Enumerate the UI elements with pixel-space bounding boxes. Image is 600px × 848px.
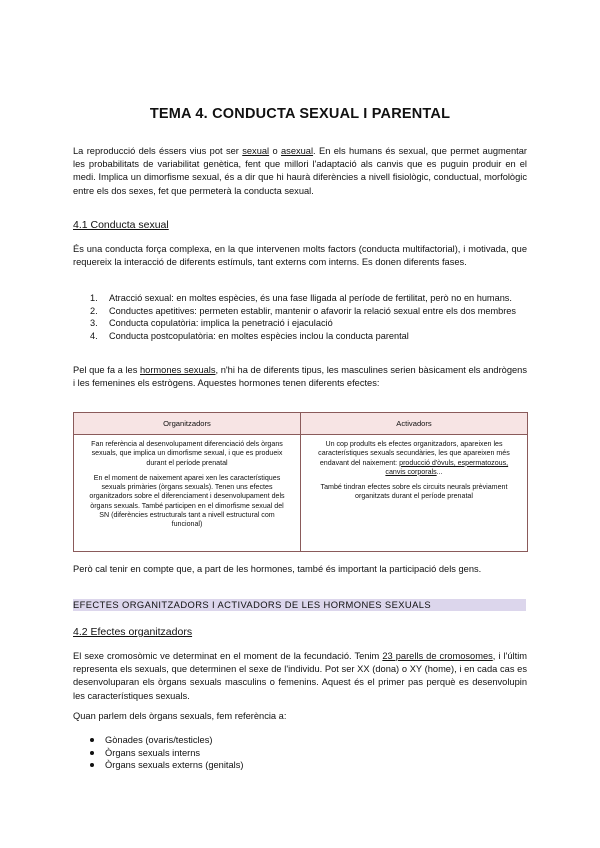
list-item: Òrgans sexuals interns	[90, 747, 243, 760]
list-item: 4. Conducta postcopulatòria: en moltes espècies inclou la conducta parental	[90, 330, 409, 341]
table-row	[74, 435, 527, 551]
section-heading-efectes: 4.2 Efectes organitzadors	[73, 626, 193, 638]
list-item: 1. Atracció sexual: en moltes espècies, és una fase lligada al període de fertilitat, però no en humans.	[90, 293, 512, 303]
table-header	[74, 413, 527, 435]
asexual-link[interactable]: asexual	[281, 146, 314, 156]
cromosomes-paragraph: El sexe cromosòmic ve determinat en el moment de la fecundació. Tenim 23 parells de cromosomes, i l'últim representa els sexuals, que determinen el sexe de l'individu. Pot ser XX (dona) o XY (home), i en cada cas es desenvoluparan els òrgans sexuals masculins o femenins. Aquest és el primer pas perquè es desenvolupin les característiques sexuals.	[73, 651, 528, 701]
genes-paragraph: Però cal tenir en compte que, a part de les hormones, també és important la participació dels gens.	[73, 564, 482, 574]
produccio-link[interactable]: producció d'òvuls, espermatozous, canvis corporals	[385, 458, 509, 476]
effects-table	[73, 412, 528, 552]
header-activadors: Activadors	[396, 418, 432, 428]
list-item: 3. Conducta copulatòria: implica la penetració i ejaculació	[90, 318, 333, 329]
list-item: Òrgans sexuals externs (genitals)	[90, 759, 243, 772]
organs-list	[90, 734, 243, 772]
conducta-paragraph: És una conducta força complexa, en la que intervenen molts factors (conducta multifactorial), i motivada, que requereix la interacció de diferents estímuls, tant externs com interns. Es donen diferents fases.	[73, 244, 527, 268]
page-title: TEMA 4. CONDUCTA SEXUAL I PARENTAL	[149, 106, 451, 122]
intro-text: La reproducció dels éssers vius pot ser	[73, 146, 243, 156]
activadors-cell: Un cop produïts els efectes organitzadors, apareixen les característiques sexuals secundàries, les que apareixen més endavant del naixement: producció d'òvuls, espermatozous, canvis corporals... També tindran efectes sobre els circuits neurals prèviament organitzats durant el període prenatal	[318, 440, 510, 501]
list-item: 2. Conductes apetitives: permeten establir, mantenir o afavorir la relació sexual entre els dos membres	[90, 305, 516, 316]
hormones-paragraph: Pel que fa a les hormones sexuals, n'hi ha de diferents tipus, les masculines serien bàsicament els andrògens i les femenines els estrògens. Aquestes hormones tenen diferents efectes:	[73, 365, 527, 389]
bullet-icon	[90, 763, 94, 767]
organitzadors-cell: Fan referència al desenvolupament diferenciació dels òrgans sexuals, que implica un dimorfisme sexual, i que es produeix durant el període prenatal En el moment de naixement aparei xen les característiques sexuals primàries (òrgans sexuals). Tenen uns efectes organitzadors sobre el diferenciament i desenvolupament dels òrgans sexuals. També participen en el dimorfisme sexual del SN (diferències estructurals tant a nivell estructural com funcional)	[74, 435, 301, 551]
list-item: Gònades (ovaris/testicles)	[90, 734, 243, 747]
bullet-icon	[90, 738, 94, 742]
intro-text: . En els humans és sexual, que permet augmentar les probabilitats de variabilitat genètica, fent que millori l'adaptació als canvis que es puguin produir en el medi. Implica un dimorfisme sexual, és a dir que hi haurà diferències a nivell fisiològic, conductual, morfològic entre els dos sexes, fet que permeterà la conducta sexual.	[73, 146, 527, 196]
hormones-link[interactable]: hormones sexuals	[139, 365, 216, 375]
phases-list	[90, 292, 516, 342]
header-organitzadors: Organitzadors	[74, 413, 301, 434]
organs-intro: Quan parlem dels òrgans sexuals, fem referència a:	[73, 711, 287, 721]
bullet-icon	[90, 751, 94, 755]
cromosomes-link[interactable]: 23 parells de cromosomes	[382, 651, 493, 661]
sexual-link[interactable]: sexual	[242, 146, 270, 156]
intro-text: o	[269, 146, 281, 156]
highlighted-band: EFECTES ORGANITZADORS I ACTIVADORS DE LES HORMONES SEXUALS	[73, 599, 526, 611]
section-heading-conducta-sexual: 4.1 Conducta sexual	[73, 219, 169, 231]
intro-paragraph	[73, 145, 527, 198]
